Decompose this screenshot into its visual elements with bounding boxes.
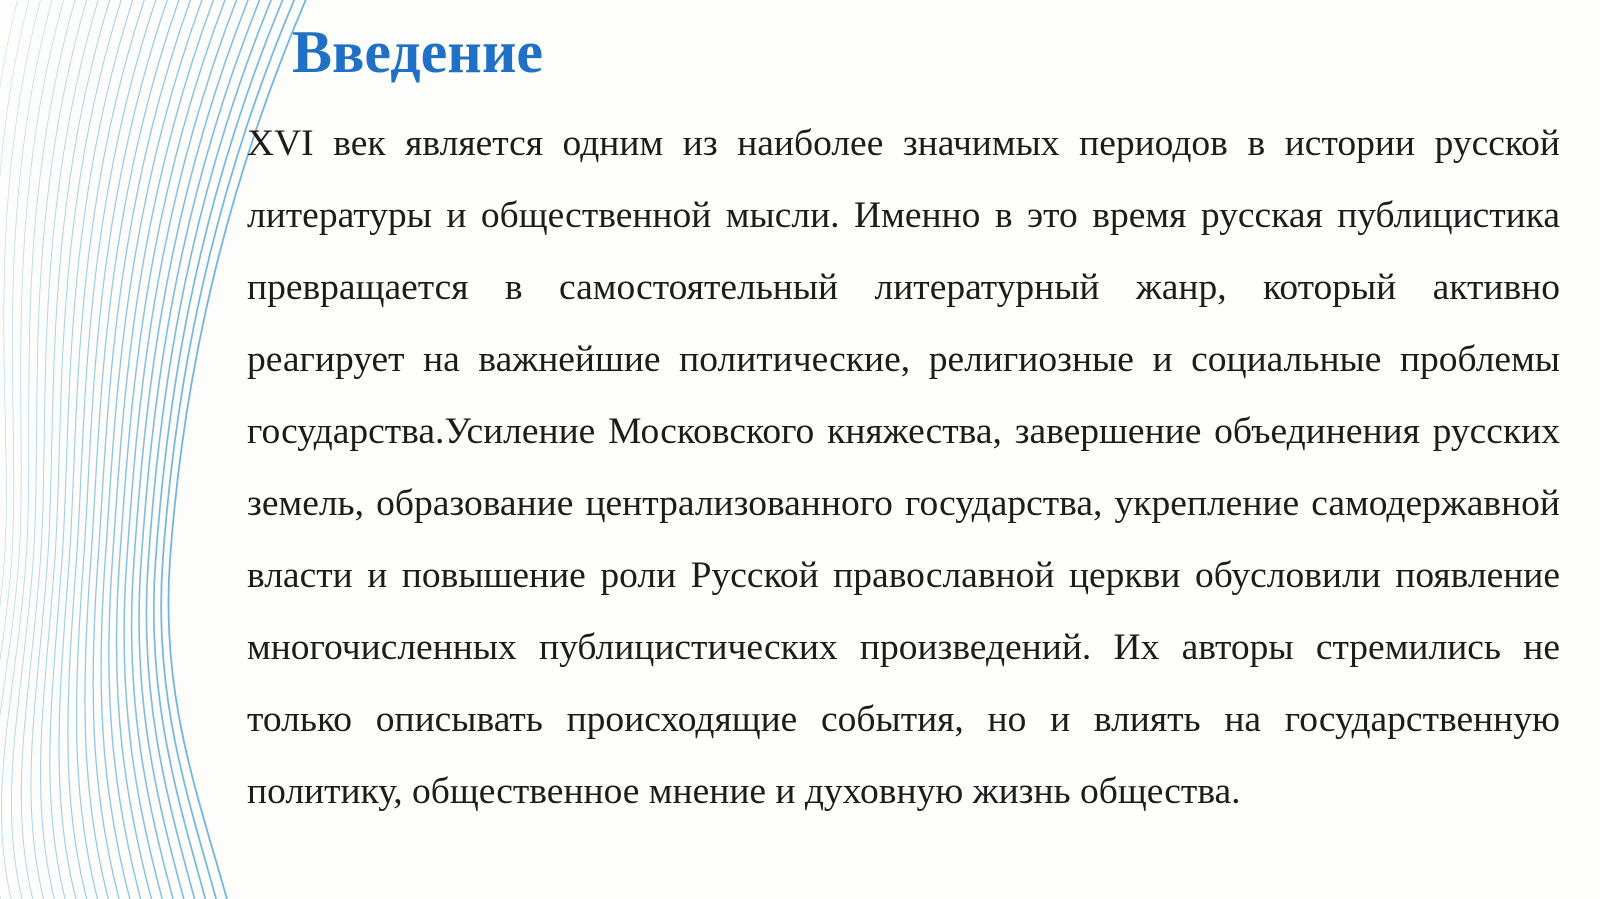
wave-line bbox=[0, 0, 32, 899]
wave-line bbox=[59, 0, 148, 899]
wave-line bbox=[0, 0, 55, 899]
wave-line bbox=[50, 0, 136, 899]
wave-line bbox=[31, 0, 113, 899]
wave-line bbox=[0, 0, 20, 899]
wave-line bbox=[139, 0, 264, 899]
wave-line bbox=[21, 0, 101, 899]
wave-line bbox=[109, 0, 217, 899]
slide-title: Введение bbox=[292, 19, 544, 85]
slide-body-text: XVI век является одним из наиболее значимых периодов в истории русской литературы и общественной мысли. Именно в это время русская публицистика превращается в самостоятельный литературный жанр, который активно реагирует на важнейшие политические, религиозные и социальные проблемы государства.Усиление Московского княжества, завершение объединения русских земель, образование централизованного государства, укрепление самодержавной власти и повышение роли Русской православной церкви обусловили появление многочисленных публицистических произведений. Их авторы стремились не только описывать происходящие события, но и влиять на государственную политику, общественное мнение и духовную жизнь общества. bbox=[247, 123, 1560, 812]
wave-line bbox=[68, 0, 159, 899]
